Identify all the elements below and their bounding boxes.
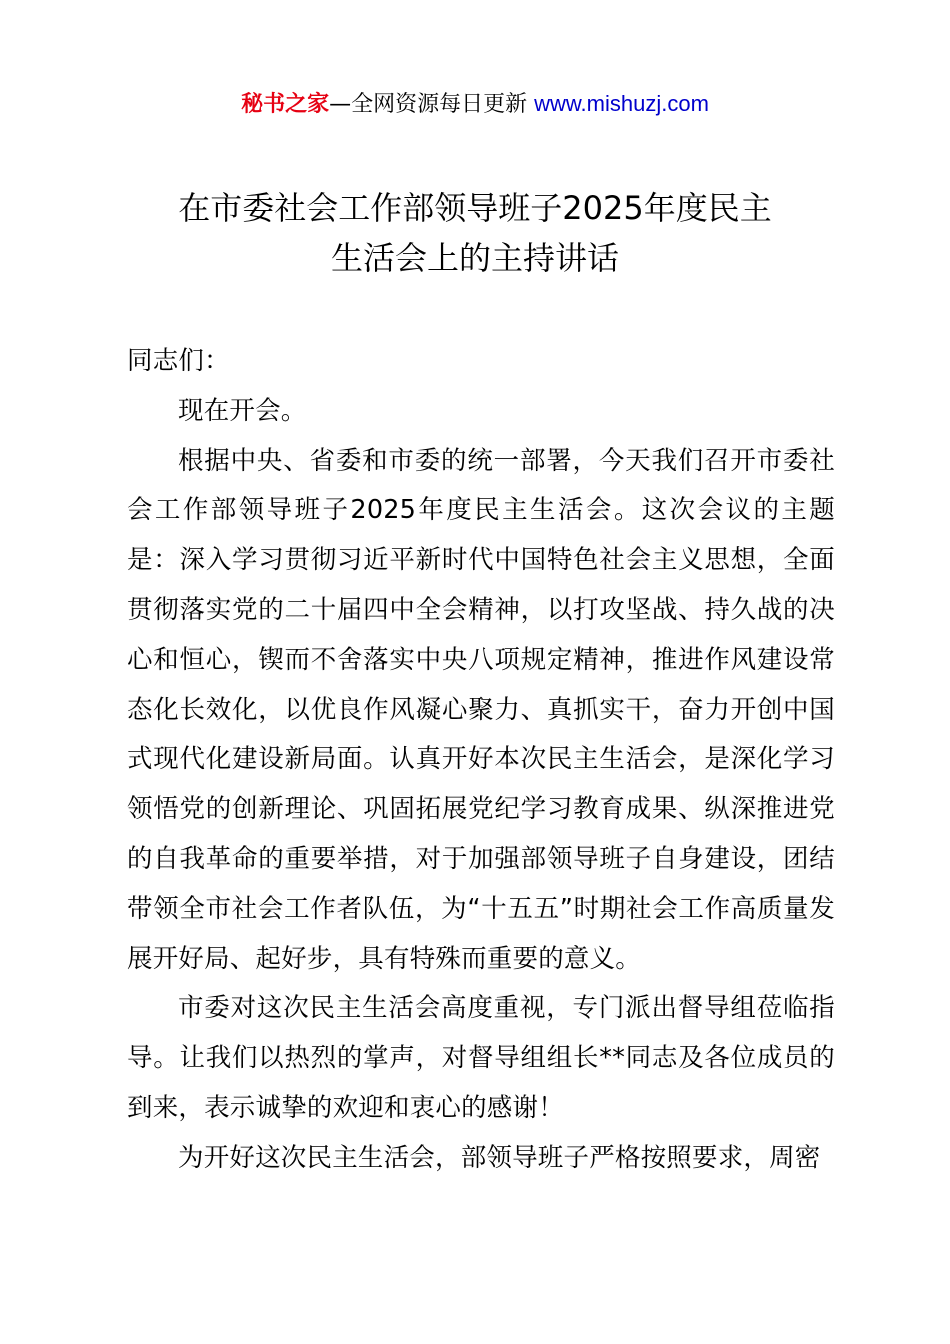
brand-name: 秘书之家 (241, 92, 330, 117)
document-title (100, 183, 850, 283)
page-header (0, 88, 950, 121)
header-tagline: —全网资源每日更新 (329, 92, 528, 117)
paragraph-2: 根据中央、省委和市委的统一部署，今天我们召开市委社会工作部领导班子2025年度民主生活会。这次会议的主题是：深入学习贯彻习近平新时代中国特色社会主义思想，全面贯彻落实党的二十届四中全会精神，以打攻坚战、持久战的决心和恒心，锲而不舍落实中央八项规定精神，推进作风建设常态化长效化，以优良作风凝心聚力、真抓实干，奋力开创中国式现代化建设新局面。认真开好本次民主生活会，是深化学习领悟党的创新理论、巩固拓展党纪学习教育成果、纵深推进党的自我革命的重要举措，对于加强部领导班子自身建设，团结带领全市社会工作者队伍，为“十五五”时期社会工作高质量发展开好局、起好步，具有特殊而重要的意义。 (127, 445, 835, 974)
site-url-link[interactable]: www.mishuzj.com (534, 91, 709, 116)
document-body (127, 337, 835, 1184)
document-title-line-2: 生活会上的主持讲话 (330, 239, 619, 277)
document-title-line-1: 在市委社会工作部领导班子2025年度民主 (178, 189, 772, 227)
paragraph-1: 现在开会。 (178, 395, 307, 426)
salutation: 同志们： (127, 346, 230, 376)
paragraph-4: 为开好这次民主生活会，部领导班子严格按照要求，周密 (178, 1142, 821, 1173)
paragraph-3: 市委对这次民主生活会高度重视，专门派出督导组莅临指导。让我们以热烈的掌声，对督导组组长**同志及各位成员的到来，表示诚挚的欢迎和衷心的感谢！ (127, 993, 835, 1123)
